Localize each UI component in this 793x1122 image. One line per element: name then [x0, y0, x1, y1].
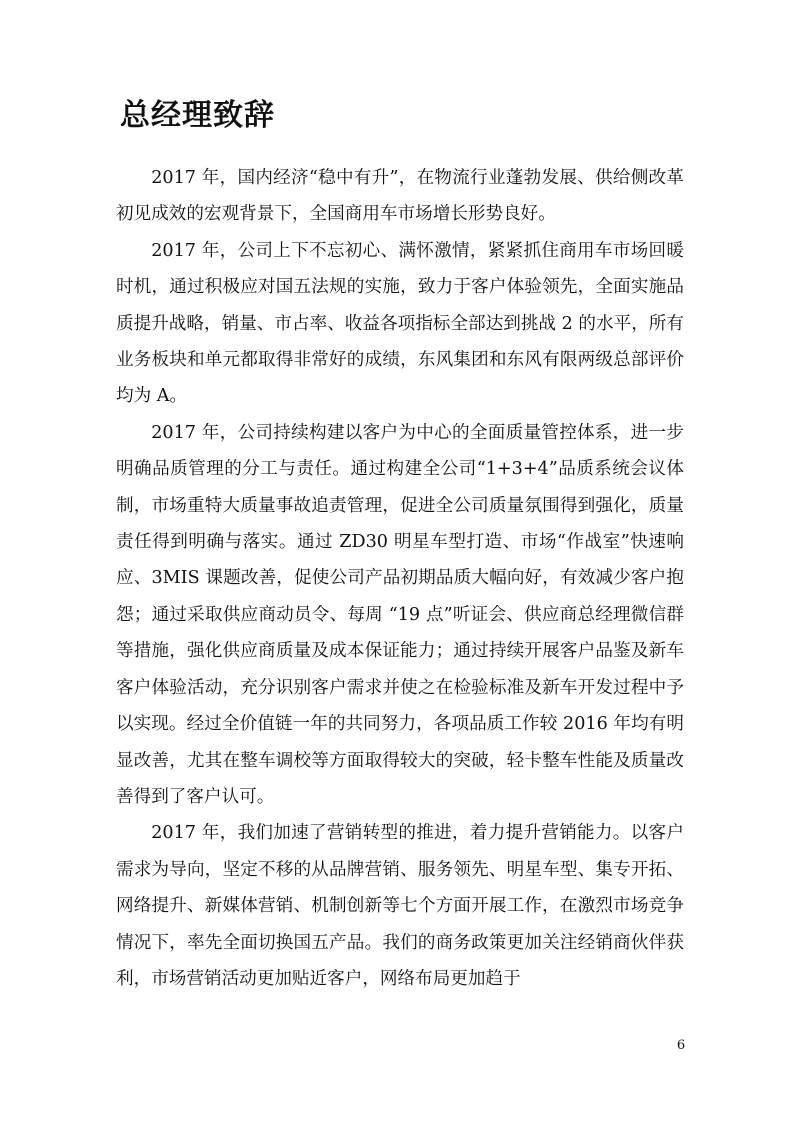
paragraph-3: 2017 年，公司持续构建以客户为中心的全面质量管控体系，进一步明确品质管理的分工与责任。通过构建全公司“1+3+4”品质系统会议体制，市场重特大质量事故追责管理，促进全公司质量氛围得到强化，质量责任得到明确与落实。通过 ZD30 明星车型打造、市场“作战室”快速响应、3MIS 课题改善，促使公司产品初期品质大幅向好，有效减少客户抱怨；通过采取供应商动员令、每周 “19 点”听证会、供应商总经理微信群等措施，强化供应商质量及成本保证能力；通过持续开展客户品鉴及新车客户体验活动，充分识别客户需求并使之在检验标准及新车开发过程中予以实现。经过全价值链一年的共同努力，各项品质工作较 2016 年均有明显改善，尤其在整车调校等方面取得较大的突破，轻卡整车性能及质量改善得到了客户认可。: [116, 422, 684, 807]
paragraph-4: 2017 年，我们加速了营销转型的推进，着力提升营销能力。以客户需求为导向，坚定不移的从品牌营销、服务领先、明星车型、集专开拓、网络提升、新媒体营销、机制创新等七个方面开展工作，在激烈市场竞争情况下，率先全面切换国五产品。我们的商务政策更加关注经销商伙伴获利，市场营销活动更加贴近客户，网络布局更加趋于: [116, 823, 684, 989]
page-number: 6: [676, 1038, 686, 1053]
body-text: [116, 160, 684, 997]
paragraph-1: 2017 年，国内经济“稳中有升”，在物流行业蓬勃发展、供给侧改革初见成效的宏观背景下，全国商用车市场增长形势良好。: [116, 168, 684, 225]
paragraph-2: 2017 年，公司上下不忘初心、满怀激情，紧紧抓住商用车市场回暖时机，通过积极应对国五法规的实施，致力于客户体验领先，全面实施品质提升战略，销量、市占率、收益各项指标全部达到挑战 2 的水平，所有业务板块和单元都取得非常好的成绩，东风集团和东风有限两级总部评价均为 A。: [116, 240, 684, 407]
page-title: 总经理致辞: [120, 98, 275, 133]
